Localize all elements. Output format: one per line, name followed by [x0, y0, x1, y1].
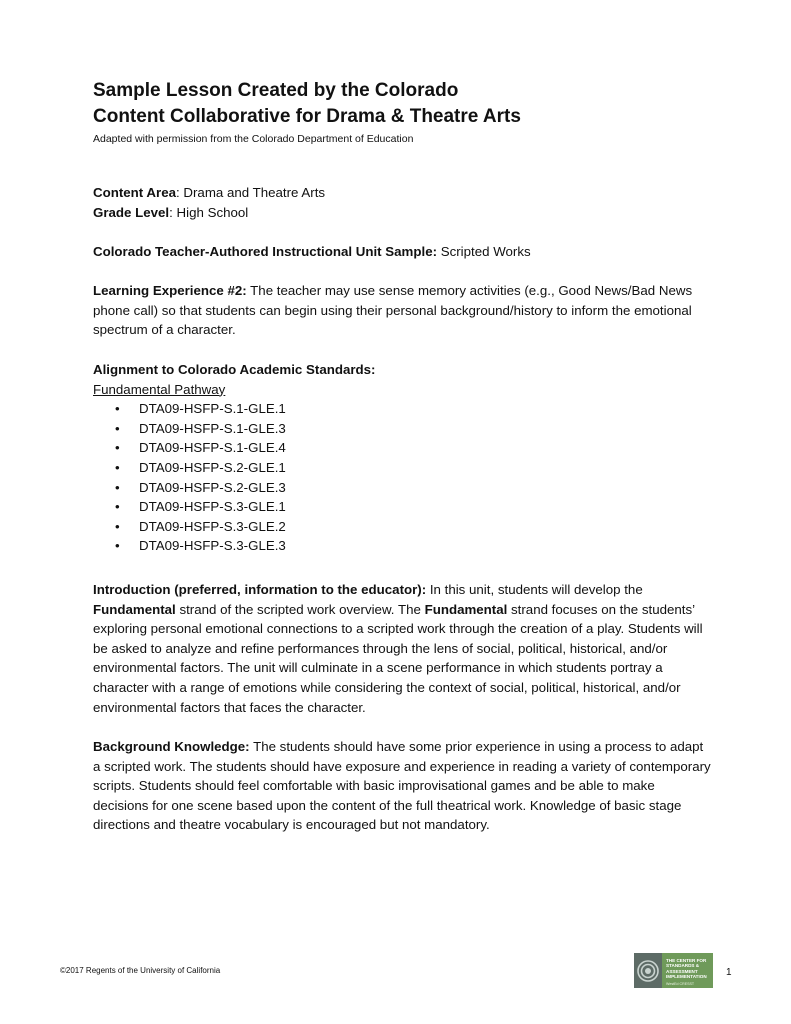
- csai-logo: [634, 953, 713, 988]
- grade-level: Grade Level: High School: [93, 204, 249, 220]
- list-item: • DTA09-HSFP-S.1-GLE.3: [93, 419, 713, 439]
- list-item: • DTA09-HSFP-S.1-GLE.1: [93, 399, 713, 419]
- list-item: • DTA09-HSFP-S.2-GLE.1: [93, 458, 713, 478]
- copyright: ©2017 Regents of the University of California: [60, 966, 221, 975]
- logo-mark-icon: [634, 953, 662, 988]
- learning-experience: Learning Experience #2: The teacher may use sense memory activities (e.g., Good News/Bad News phone call) so that students can begin using their personal background/history to inform the emotional spectrum of a character.: [93, 283, 693, 338]
- content-area: Content Area: Drama and Theatre Arts: [93, 185, 326, 200]
- page-number: 1: [726, 967, 732, 978]
- list-item: • DTA09-HSFP-S.1-GLE.4: [93, 438, 713, 458]
- list-item: • DTA09-HSFP-S.3-GLE.1: [93, 497, 713, 517]
- page-title: [93, 78, 713, 130]
- list-item: • DTA09-HSFP-S.2-GLE.3: [93, 478, 713, 498]
- pathway-label: Fundamental Pathway: [93, 381, 226, 397]
- list-item: • DTA09-HSFP-S.3-GLE.3: [93, 536, 713, 556]
- title-line-1: Sample Lesson Created by the Colorado: [93, 80, 459, 101]
- alignment-heading: Alignment to Colorado Academic Standards:: [93, 362, 376, 377]
- list-item: • DTA09-HSFP-S.3-GLE.2: [93, 517, 713, 537]
- background-section: Background Knowledge: The students should have some prior experience in using a process to adapt a scripted work. The students should have exposure and experience in reading a variety of contemporary scripts. Students should feel comfortable with basic improvisational games and be able to make decisions for one scene based upon the content of the full theatrical work. Knowledge of basic stage directions and theatre vocabulary is encouraged but not mandatory.: [93, 739, 711, 833]
- subtitle: Adapted with permission from the Colorado Department of Education: [93, 133, 414, 145]
- unit-sample: Colorado Teacher-Authored Instructional Unit Sample: Scripted Works: [93, 244, 531, 259]
- logo-text: THE CENTER FOR STANDARDS & ASSESSMENT IMPLEMENTATION WestEd CRESST: [666, 957, 707, 986]
- alignment-section: [93, 360, 713, 556]
- title-line-2: Content Collaborative for Drama & Theatre Arts: [93, 106, 521, 127]
- standards-list: [93, 399, 713, 556]
- meta-section: [93, 183, 713, 222]
- introduction-section: Introduction (preferred, information to the educator): In this unit, students will develop the Fundamental strand of the scripted work overview. The Fundamental strand focuses on the students’ exploring personal emotional connections to a scripted work through the creation of a play. Students will be asked to analyze and refine performances through the lens of social, political, historical, and/or environmental factors. The unit will culminate in a scene performance in which students portray a character with a range of emotions while considering the context of social, political, historical, and/or environmental factors that faces the character.: [93, 582, 703, 715]
